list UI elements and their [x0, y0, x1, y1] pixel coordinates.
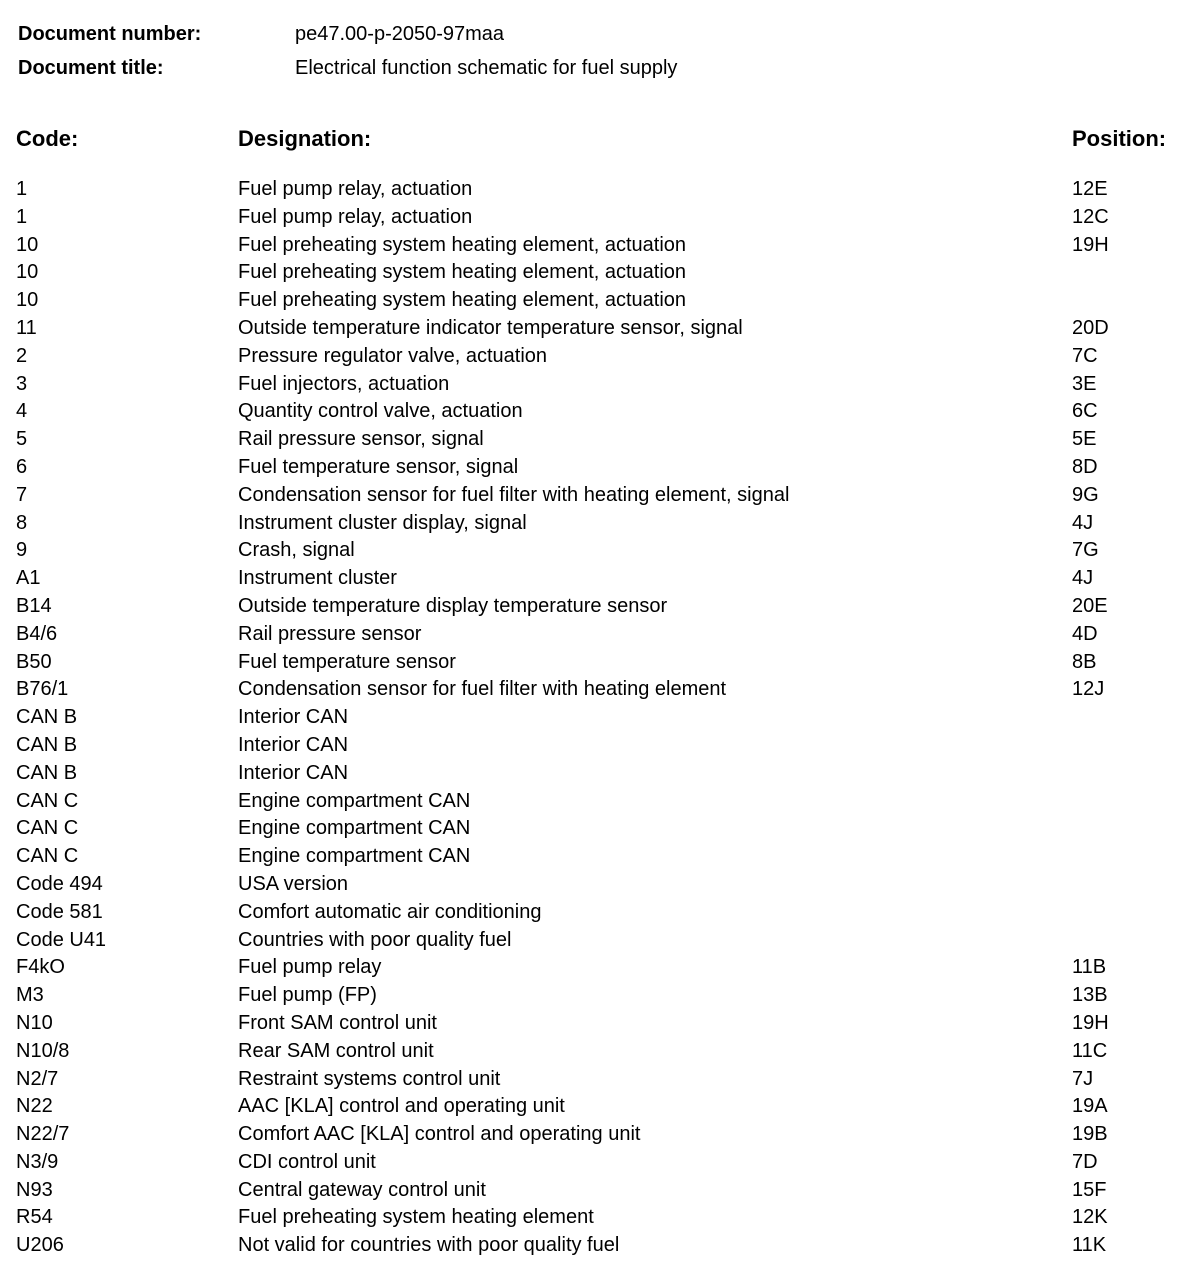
row-position: 20D [1072, 316, 1109, 339]
row-code: CAN B [16, 733, 78, 756]
row-designation: Comfort automatic air conditioning [238, 900, 542, 923]
row-designation: Crash, signal [238, 539, 355, 562]
row-position: 4J [1072, 511, 1094, 534]
table-row [0, 732, 1188, 760]
row-position: 7D [1072, 1150, 1098, 1173]
table-row [0, 788, 1188, 816]
row-designation: Condensation sensor for fuel filter with heating element [238, 678, 727, 701]
table-row [0, 1066, 1188, 1094]
table-row [0, 843, 1188, 871]
row-code: 10 [16, 233, 39, 256]
row-designation: Fuel pump relay, actuation [238, 178, 473, 200]
row-designation: Condensation sensor for fuel filter with heating element, signal [238, 483, 790, 506]
row-code: B76/1 [16, 678, 69, 701]
row-position: 13B [1072, 984, 1108, 1007]
table-row [0, 315, 1188, 343]
row-designation: Rail pressure sensor, signal [238, 428, 484, 451]
row-designation: Fuel preheating system heating element [238, 1206, 594, 1229]
row-code: CAN C [16, 817, 79, 840]
row-code: A1 [16, 567, 41, 590]
row-code: 10 [16, 289, 39, 312]
row-code: N22/7 [16, 1123, 70, 1146]
row-code: 4 [16, 400, 28, 423]
table-row [0, 676, 1188, 704]
row-designation: Outside temperature display temperature sensor [238, 594, 668, 617]
table-row [0, 927, 1188, 955]
table-row [0, 982, 1188, 1010]
row-code: 1 [16, 178, 28, 200]
row-designation: Engine compartment CAN [238, 845, 471, 868]
row-code: CAN C [16, 845, 79, 868]
row-designation: USA version [238, 872, 349, 895]
row-code: B14 [16, 594, 52, 617]
table-row [0, 454, 1188, 482]
row-code: N93 [16, 1178, 53, 1201]
row-designation: Interior CAN [238, 761, 349, 784]
row-designation: Fuel pump relay, actuation [238, 205, 473, 228]
row-position: 8D [1072, 455, 1098, 478]
row-designation: Fuel preheating system heating element, actuation [238, 289, 687, 312]
table-row [0, 371, 1188, 399]
row-position: 12K [1072, 1206, 1108, 1229]
row-designation: Rear SAM control unit [238, 1039, 434, 1062]
row-position: 20E [1072, 594, 1108, 617]
row-position: 11C [1072, 1039, 1108, 1062]
row-code: 10 [16, 261, 39, 284]
table-row [0, 482, 1188, 510]
row-code: U206 [16, 1234, 64, 1257]
table-row [0, 398, 1188, 426]
row-position: 8B [1072, 650, 1097, 673]
row-designation: Fuel pump (FP) [238, 984, 377, 1007]
row-code: 11 [16, 316, 37, 339]
row-position: 19H [1072, 233, 1109, 256]
row-designation: Engine compartment CAN [238, 817, 471, 840]
row-code: Code U41 [16, 928, 107, 951]
table-row [0, 510, 1188, 538]
row-code: R54 [16, 1206, 53, 1229]
table-row [0, 954, 1188, 982]
row-position: 7C [1072, 344, 1098, 367]
row-position: 19B [1072, 1123, 1108, 1146]
table-row [0, 343, 1188, 371]
row-designation: Interior CAN [238, 706, 349, 729]
table-row [0, 232, 1188, 260]
document-title-label: Document title: [18, 57, 164, 79]
row-code: M3 [16, 984, 44, 1007]
row-designation: Fuel temperature sensor, signal [238, 455, 519, 478]
row-code: CAN B [16, 706, 78, 729]
row-code: 2 [16, 344, 28, 367]
row-position: 19A [1072, 1095, 1108, 1118]
row-designation: Countries with poor quality fuel [238, 928, 512, 951]
legend-table [0, 176, 1188, 1260]
row-position: 3E [1072, 372, 1097, 395]
row-code: N2/7 [16, 1067, 59, 1090]
row-code: N22 [16, 1095, 53, 1118]
table-row [0, 871, 1188, 899]
row-code: CAN C [16, 789, 79, 812]
row-designation: Instrument cluster display, signal [238, 511, 527, 534]
document-number-label: Document number: [18, 23, 202, 45]
row-code: B4/6 [16, 622, 58, 645]
row-code: B50 [16, 650, 52, 673]
row-designation: Pressure regulator valve, actuation [238, 344, 548, 367]
row-designation: Comfort AAC [KLA] control and operating unit [238, 1123, 641, 1146]
row-position: 15F [1072, 1178, 1107, 1201]
table-row [0, 259, 1188, 287]
row-designation: Fuel preheating system heating element, actuation [238, 261, 687, 284]
table-row [0, 287, 1188, 315]
column-header-designation: Designation: [238, 126, 372, 151]
table-row [0, 1038, 1188, 1066]
row-position: 7J [1072, 1067, 1094, 1090]
table-row [0, 204, 1188, 232]
row-code: 6 [16, 455, 28, 478]
row-code: 7 [16, 483, 28, 506]
row-designation: Fuel injectors, actuation [238, 372, 450, 395]
table-row [0, 815, 1188, 843]
row-code: 3 [16, 372, 28, 395]
table-row [0, 704, 1188, 732]
row-designation: Not valid for countries with poor quality fuel [238, 1234, 620, 1257]
row-position: 4J [1072, 567, 1094, 590]
row-position: 12J [1072, 678, 1105, 701]
table-row [0, 760, 1188, 788]
table-row [0, 621, 1188, 649]
table-row [0, 537, 1188, 565]
table-row [0, 899, 1188, 927]
table-row [0, 1149, 1188, 1177]
row-designation: Restraint systems control unit [238, 1067, 501, 1090]
row-code: N10/8 [16, 1039, 70, 1062]
table-row [0, 176, 1188, 204]
document-number-value: pe47.00-p-2050-97maa [295, 23, 505, 45]
row-designation: Rail pressure sensor [238, 622, 422, 645]
row-position: 19H [1072, 1011, 1109, 1034]
table-row [0, 1093, 1188, 1121]
row-position: 9G [1072, 483, 1099, 506]
row-position: 12C [1072, 205, 1109, 228]
row-designation: AAC [KLA] control and operating unit [238, 1095, 565, 1118]
row-designation: Fuel temperature sensor [238, 650, 456, 673]
row-position: 11K [1072, 1234, 1107, 1257]
row-code: CAN B [16, 761, 78, 784]
table-row [0, 565, 1188, 593]
table-row [0, 593, 1188, 621]
row-code: F4kO [16, 956, 65, 979]
row-designation: Fuel preheating system heating element, actuation [238, 233, 687, 256]
row-code: 9 [16, 539, 28, 562]
row-designation: Interior CAN [238, 733, 349, 756]
row-position: 7G [1072, 539, 1099, 562]
column-header-position: Position: [1072, 126, 1167, 151]
document-title-value: Electrical function schematic for fuel supply [295, 57, 678, 79]
row-position: 6C [1072, 400, 1098, 423]
row-designation: Outside temperature indicator temperature sensor, signal [238, 316, 743, 339]
table-row [0, 1232, 1188, 1260]
table-row [0, 1204, 1188, 1232]
table-row [0, 649, 1188, 677]
table-row [0, 1121, 1188, 1149]
row-designation: Quantity control valve, actuation [238, 400, 523, 423]
row-designation: Central gateway control unit [238, 1178, 486, 1201]
row-code: Code 494 [16, 872, 103, 895]
row-designation: Engine compartment CAN [238, 789, 471, 812]
row-designation: Instrument cluster [238, 567, 397, 590]
table-row [0, 426, 1188, 454]
row-code: 1 [16, 205, 28, 228]
row-code: N3/9 [16, 1150, 59, 1173]
row-position: 12E [1072, 178, 1108, 200]
row-code: N10 [16, 1011, 53, 1034]
row-code: 8 [16, 511, 28, 534]
row-designation: Fuel pump relay [238, 956, 382, 979]
row-designation: Front SAM control unit [238, 1011, 437, 1034]
row-position: 5E [1072, 428, 1097, 451]
table-row [0, 1010, 1188, 1038]
column-header-code: Code: [16, 126, 79, 151]
row-code: Code 581 [16, 900, 103, 923]
table-row [0, 1177, 1188, 1205]
row-position: 11B [1072, 956, 1107, 979]
row-position: 4D [1072, 622, 1098, 645]
row-code: 5 [16, 428, 28, 451]
row-designation: CDI control unit [238, 1150, 376, 1173]
